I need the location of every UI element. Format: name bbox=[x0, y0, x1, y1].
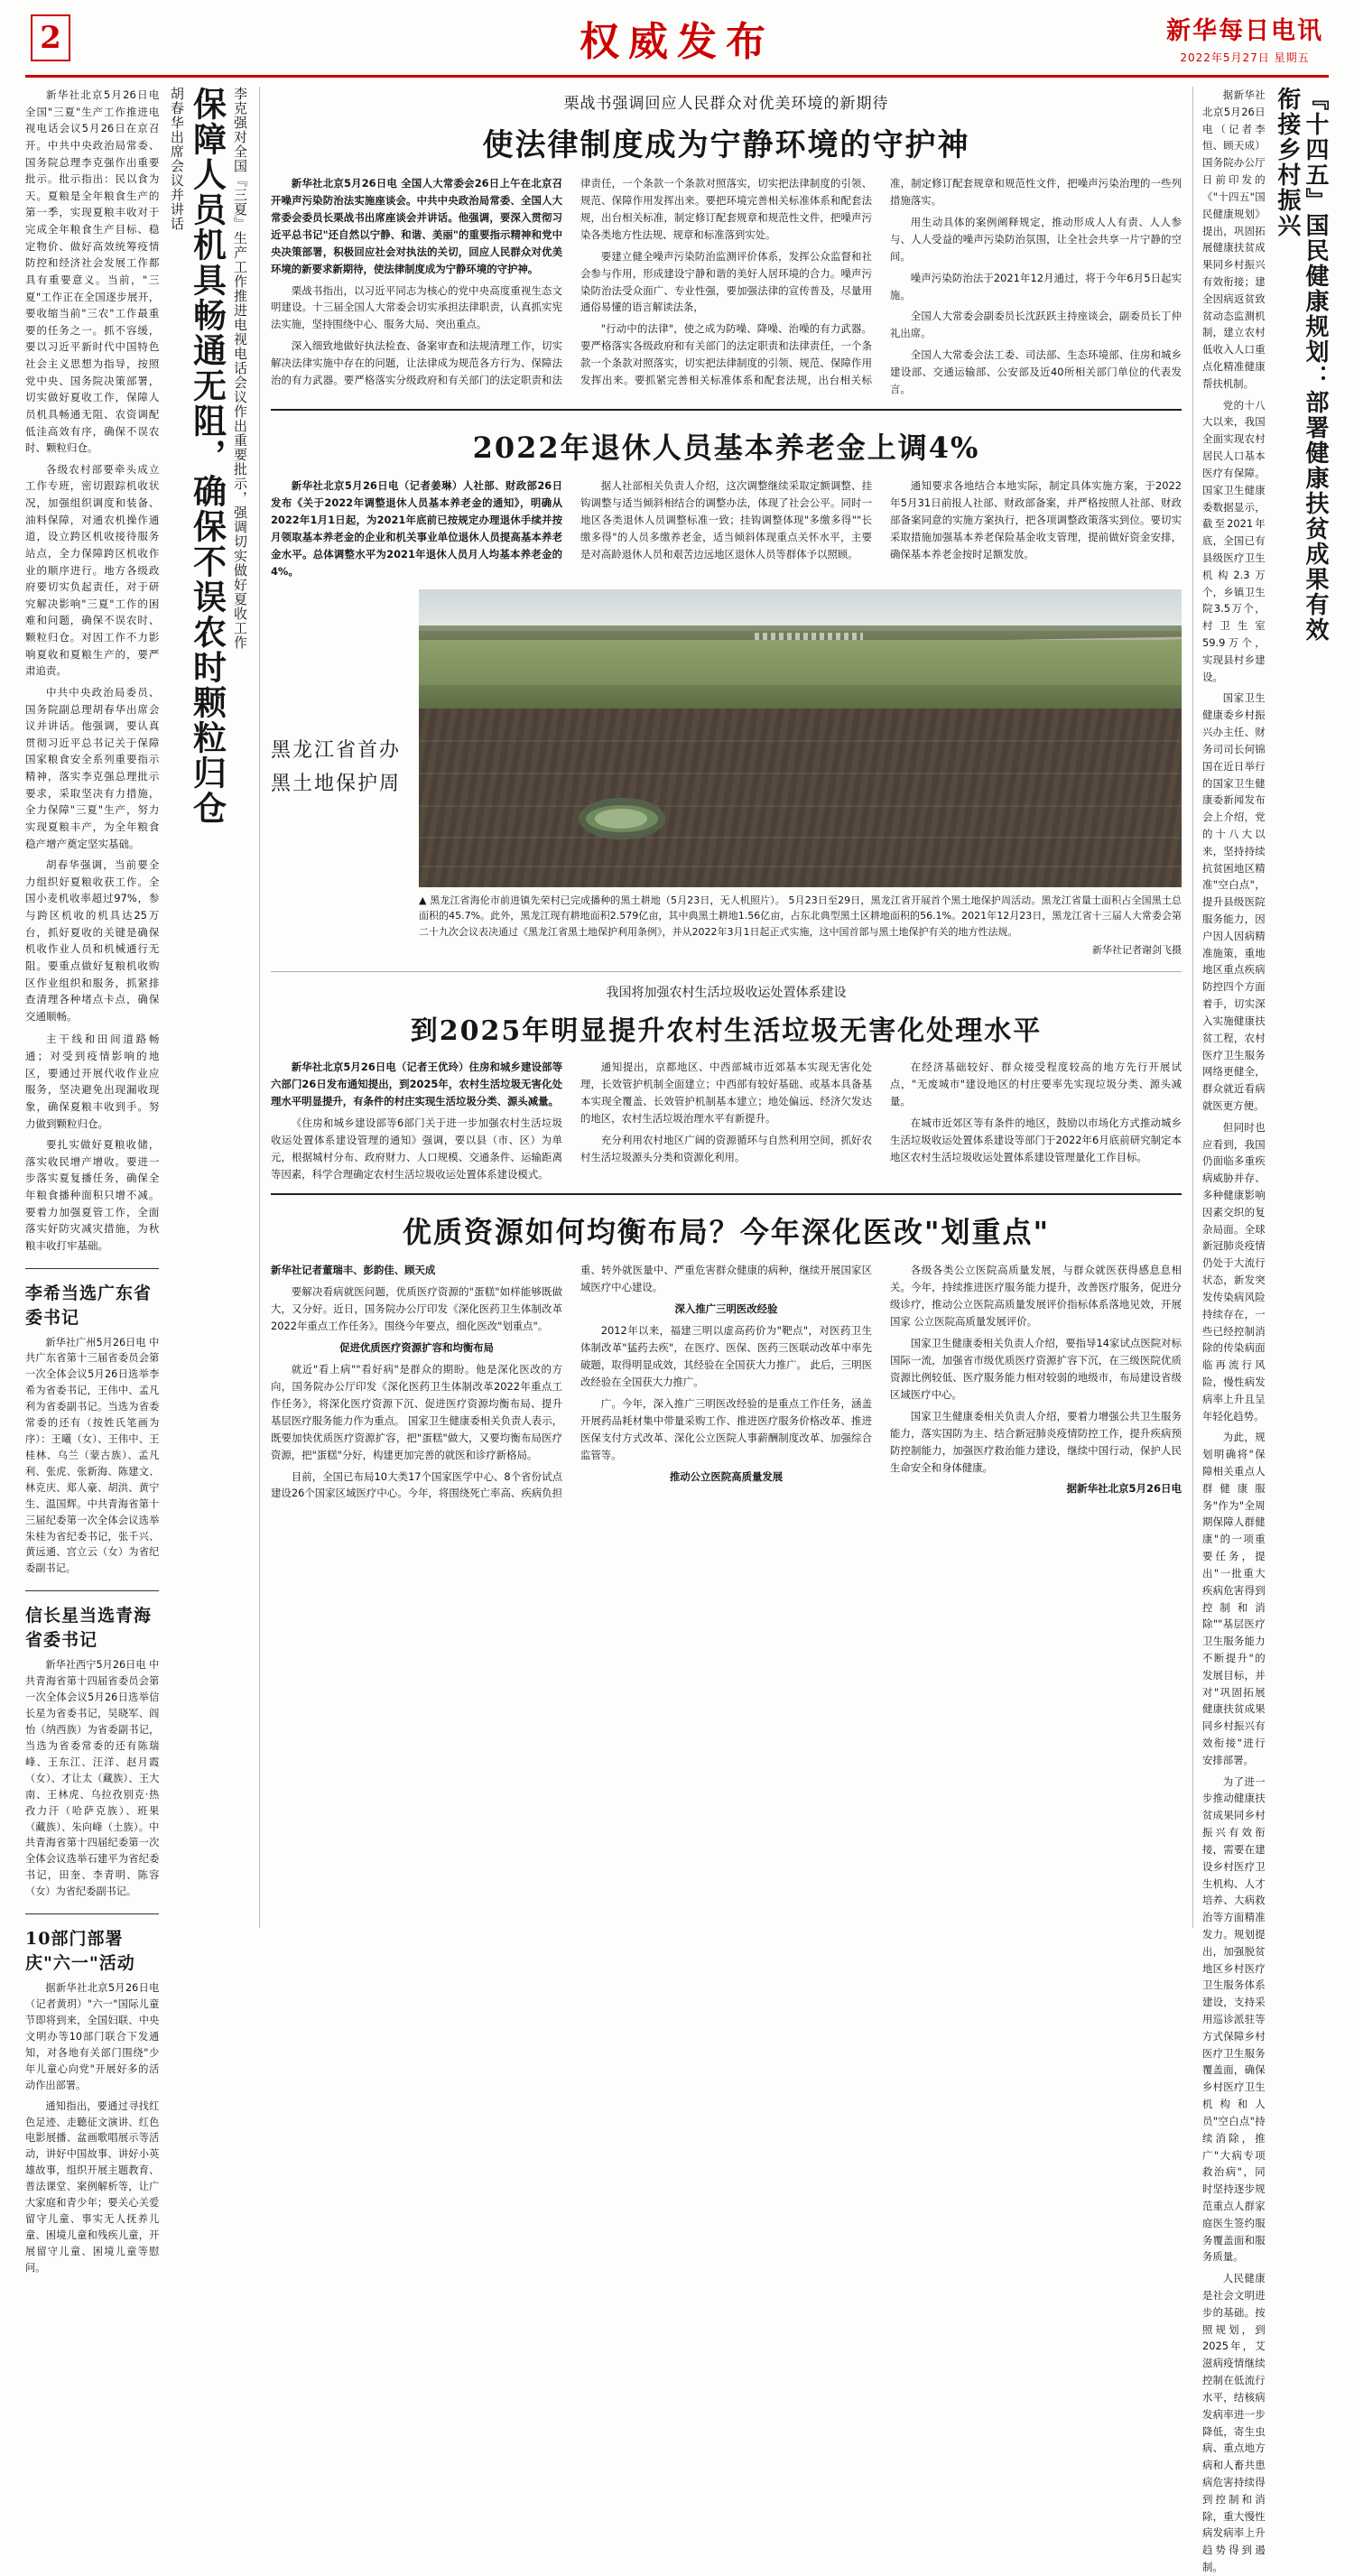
photo-pond bbox=[579, 798, 665, 839]
article1-p5: "行动中的法律"，使之成为防噪、降噪、治噪的有力武器。要严格落实各级政府和有关部门的法定职责和法律责任，一个条款一个条款对照落实，切实把法律制度的引领、规范、保障作用发挥出来。要抓紧完善相关标准体系和配套法规，出台相关标准，制定修订配套规章和规范性文件，把噪声污染治理的一些列措施落实。 bbox=[580, 177, 1182, 387]
article4-p2: 目前，全国已布局10大类17个国家医学中心、8个省份试点建设26个国家区域医疗中心。今年，将围绕死亡率高、疾病负担重、转外就医量中、严重危害群众健康的病种，继续开展国家区域医疗中心建设。 bbox=[271, 1264, 872, 1500]
issue-date: 2022年5月27日 星期五 bbox=[1180, 51, 1310, 64]
photo-caption bbox=[419, 893, 1182, 959]
photo-side-text: 黑龙江省首办 黑土地保护周 bbox=[271, 738, 402, 795]
main-column bbox=[260, 87, 1193, 1928]
article1-p9: 全国人大常委会法工委、司法部、生态环境部、住房和城乡建设部、交通运输部、公安部及近40所相关部门单位的代表发言。 bbox=[890, 348, 1182, 396]
article1-p8: 全国人大常委会副委员长沈跃跃主持座谈会，副委员长丁仲礼出席。 bbox=[890, 310, 1182, 340]
brief-2-body bbox=[25, 1657, 159, 1904]
right-p5: 为此，规划明确将"保障相关重点人群健康服务"作为"全周期保障人群健康"的一项重要任务，提出"一批重大疾病危害得到控制和消除""基层医疗卫生服务能力不断提升"的发展目标，并对"巩固拓展健康扶贫成果同乡村振兴有效衔接"进行安排部署。 bbox=[1202, 1431, 1266, 1766]
article4-headline: 优质资源如何均衡布局？今年深化医改"划重点" bbox=[402, 1215, 1051, 1250]
right-body bbox=[1202, 87, 1273, 2573]
left-subline: 胡春华出席会议并讲话 bbox=[168, 87, 185, 231]
right-p4: 但同时也应看到，我国仍面临多重疾病威胁并存、多种健康影响因素交织的复杂局面。全球新冠肺炎疫情仍处于大流行状态，新发突发传染病风险持续存在，一些已经控制消除的传染病面临再流行风险，慢性病发病率上升且呈年轻化趋势。 bbox=[1202, 1120, 1266, 1422]
article3-p1: 新华社北京5月26日电（记者王优玲）住房和城乡建设部等六部门26日发布通知提出，到2025年，农村生活垃圾无害化处理水平明显提升，有条件的村庄实现生活垃圾分类、源头减量。 bbox=[271, 1060, 562, 1107]
brief-1-body bbox=[25, 1335, 159, 1582]
article1-headline: 使法律制度成为宁静环境的守护神 bbox=[482, 127, 970, 163]
right-p3: 国家卫生健康委乡村振兴办主任、财务司司长何锦国在近日举行的国家卫生健康委新闻发布会上介绍，党的十八大以来，坚持持续抗贫困地区精准"空白点"，提升县级医院服务能力，因户因人因病精准施策，重地地区重点疾病防控四个方面着手，切实深入实施健康扶贫工程，农村医疗卫生服务网络更健全，群众就近看病就医更方便。 bbox=[1202, 691, 1266, 1112]
article4-tail: 国家卫生健康委相关负责人介绍，要着力增强公共卫生服务能力，落实国防为主、结合新冠肺炎疫情防控工作，提升疾病预防控制能力，加强医疗救治能力建设，继续中国行动，保护人民生命安全和身体健康。 bbox=[890, 1409, 1182, 1474]
article1-kicker: 栗战书强调回应人民群众对优美环境的新期待 bbox=[563, 95, 889, 113]
article3-p2: 《住房和城乡建设部等6部门关于进一步加强农村生活垃圾收运处置体系建设管理的通知》强调，要以县（市、区）为单元，根据城村分布、政府财力、人口规模、交通条件、运输距离等因素，科学合理确定农村生活垃圾收运处置体系建设模式。 bbox=[271, 1116, 562, 1181]
photo-block bbox=[271, 589, 1182, 959]
left-body-p4: 胡春华强调，当前要全力组织好夏粮收获工作。全国小麦机收率超过97%，参与跨区机收的机具达25万台，抓好夏收的关键是确保机收作业人员和机械通行无阻。要重点做好复粮机收购区作业组织和服务，抓紧排查清理各种堵点卡点，确保交通顺畅。 bbox=[25, 858, 160, 1023]
article4-byline: 新华社记者董瑞丰、彭韵佳、顾天成 bbox=[271, 1264, 436, 1277]
newspaper-brand: 新华每日电讯 bbox=[1166, 16, 1323, 45]
left-footnote-1: 主干线和田间道路畅通；对受到疫情影响的地区，要通过开展代收作业应服务，坚决避免出现漏收现象，确保夏粮丰收到手。努力做到颗粒归仓。 bbox=[25, 1033, 160, 1130]
brief-2-text: 新华社西宁5月26日电 中共青海省第十四届省委员会第一次全体会议5月26日选举信长星为省委书记，吴晓军、阎怡（纳西族）为省委副书记，当选为省委常委的还有陈瑞峰、王东江、汪洋、赵月霞（女）、才让太（藏族）、王大南、王林虎、乌拉孜别克·热孜力汗（哈萨克族）、班果（藏族）、朱向峰（土族）。中共青海省第十四届纪委第一次全体会议选举石建平为省纪委书记，田奎、李青明、陈容（女）为省纪委副书记。 bbox=[25, 1659, 160, 1898]
right-p6: 为了进一步推动健康扶贫成果同乡村振兴有效衔接，需要在建设乡村医疗卫生机构、人才培养、大病救治等方面精准发力。规划提出，加强脱贫地区乡村医疗卫生服务体系建设，支持采用巡诊派驻等方式保障乡村医疗卫生服务覆盖面，确保乡村医疗卫生机构和人员"空白点"持续消除，推广"大病专项救治病"，同时坚持逐步规范重点人群家庭医生签约服务覆盖面和服务质量。 bbox=[1202, 1774, 1266, 2264]
article1-p4: 要建立健全噪声污染防治监测评价体系，发挥公众监督和社会参与作用，形成建设宁静和谐的美好人居环境的合力。噪声污染防治法受众面广、专业性强，要加强法律的宣传普及，尽量用通俗易懂的语言解读法条， bbox=[580, 249, 872, 314]
brief-3-text-2: 通知指出，要通过寻找红色足迹、走聽征文演讲、红色电影展播、盆画歌唱展示等活动，讲好中国故事、讲好小英雄故事，组织开展主题教育、普法课堂、案例解析等，让广大家庭和青少年；要关心关爱留守儿童、事实无人抚养儿童、困境儿童和残疾儿童，开展留守儿童、困境儿童等慰问。 bbox=[25, 2099, 160, 2274]
article1-p3: 深入细致地做好执法检查、备案审查和法规清理工作，切实解决法律实施中存在的问题，让法律成为规范各方行为、保障法治的有力武器。要严格落实分级政府和有关部门的法定职责和法律责任，一个条款一个条款对照落实，切实把法律制度的引领、规范、保障作用发挥出来。要把环境完善相关标准体系和配套法规，出台相关标准，制定修订配套规章和规范性文件，把噪声污染各类地方性法规、规章和标准落到实处。 bbox=[271, 177, 872, 387]
article4-end-credit: 据新华社北京5月26日电 bbox=[1066, 1482, 1182, 1496]
brief-1-text: 新华社广州5月26日电 中共广东省第十三届省委员会第一次全体会议5月26日选举李希为省委书记，王伟中、孟凡利为省委副书记。当选为省委常委的还有（按姓氏笔画为序）：王曦（女）、王伟中、王桂林、乌兰（蒙古族）、孟凡利、张虎、张新海、陈建文、林克庆、郑人豪、胡洪、黄宁生、温国辉。中共青海省第十三届纪委第一次全体会议选举朱桂为省纪委书记，张千兴、黄远通、宫立云（女）为省纪委副书记。 bbox=[25, 1336, 160, 1575]
brief-2-title: 信长星当选青海省委书记 bbox=[25, 1606, 153, 1651]
photo-black-soil bbox=[419, 709, 1182, 887]
article3-p3: 通知提出，京都地区、中西部城市近郊基本实现无害化处理，长效管护机制全面建立；中西部有较好基础、或基本具备基本实现全覆盖、长效管护机制基本建立；地处偏远、经济欠发达的地区，农村生活垃圾治理水平有新提升。 bbox=[580, 1060, 872, 1125]
page-body bbox=[25, 87, 1329, 2573]
article4-sub1-text: 就近"看上病""看好病"是群众的期盼。他是深化医改的方向，国务院办公厅印发《深化医药卫生体制改革2022年重点工作任务》，将深化医疗资源下沉、促进医疗资源均衡布局、提升基层医疗服务能力作为重点。 国家卫生健康委相关负责人表示，既要加快优质医疗资源扩容，把"蛋糕"做大，又要均衡布局医疗资源，把"蛋糕"分好，构建更加完善的就医和诊疗新格局。 bbox=[271, 1363, 562, 1461]
article2-body bbox=[271, 477, 1182, 580]
left-headline: 保障人员机具畅通无阻，确保不误农时颗粒归仓 bbox=[187, 87, 227, 826]
left-body-p1: 新华社北京5月26日电 全国"三夏"生产工作推进电视电话会议5月26日在京召开。中共中央政治局常委、国务院总理李克强作出重要批示。批示指出：民以食为天。夏粮是全年粮食生产的第一季，实现夏粮丰收对于完成全年粮食生产目标、稳定物价、做好高效统筹疫情防控和经济社会发展工作都具有重要意义。当前，"三夏"工作正在全国逐步展开，要收缩当前"三农"工作最重要的任务之一。抓不容缓，要以习近平新时代中国特色社会主义思想为指导，按照党中央、国务院决策部署，切实做好夏收工作，保障人员机具畅通无阻、农资调配低洼高效有序，确保不误农时、颗粒归仓。 bbox=[25, 88, 160, 455]
right-p7: 人民健康是社会文明进步的基础。按照规划，到2025年，艾滋病疫情继续控制在低流行水平，结核病发病率进一步降低，寄生虫病、重点地方病和人畜共患病危害持续得到控制和消除，重大慢性病发病率上升趋势得到遏制。 bbox=[1202, 2272, 1266, 2573]
divider bbox=[25, 1913, 159, 1914]
article2-p1: 新华社北京5月26日电（记者姜琳）人社部、财政部26日发布《关于2022年调整退休人员基本养老金的通知》，明确从2022年1月1日起，为2021年底前已按规定办理退休手续并按月领取基本养老金的企业和机关事业单位退休人员提高基本养老金水平。总体调整水平为2021年退休人员月人均基本养老金的4%。 bbox=[271, 479, 562, 578]
article3-p5: 在经济基础较好、群众接受程度较高的地方先行开展试点，"无废城市"建设地区的村庄要率先实现垃圾分类、源头减量。 bbox=[890, 1060, 1182, 1107]
section-title: 权威发布 bbox=[580, 18, 774, 65]
divider bbox=[271, 971, 1182, 972]
article4-sub1-title: 促进优质医疗资源扩容和均衡布局 bbox=[339, 1341, 494, 1355]
farmland-photo bbox=[419, 589, 1182, 887]
article4-sub2-text: 2012年以来，福建三明以虚高药价为"靶点"，对医药卫生体制改革"猛药去疾"，在医疗、医保、医药三医联动改革中率先破题，取得明显成效，其经验在全国获大力推广。 此后，三明医改经验在全国获大力推广。 bbox=[580, 1324, 872, 1388]
left-kicker: 李克强对全国『三夏』生产工作推进电视电话会议作出重要批示，强调切实做好夏收工作 bbox=[232, 87, 248, 650]
left-body-p2: 各级农村部要牵头成立工作专班，密切跟踪机收状况，加强组织调度和装备、油料保障，对通农机操作通道，设立跨区机收接待服务站点，全力保障跨区机收作业的顺序进行。地方各级政府要切实负起责任，对于研究解决影响"三夏"工作的困难和问题，确保不误农时、颗粒归仓。对因工作不力影响夏收和夏粮生产的，要严肃追责。 bbox=[25, 462, 160, 678]
left-body bbox=[25, 87, 159, 1029]
masthead bbox=[25, 0, 1329, 78]
photo-field-green bbox=[419, 640, 1182, 687]
article1-p1: 新华社北京5月26日电 全国人大常委会26日上午在北京召开噪声污染防治法实施座谈会。中共中央政治局常委、全国人大常委会委员长栗战书出席座谈会并讲话。他强调，要深入贯彻习近平总书记"还自然以宁静、和谐、美丽"的重要指示精神和党中央决策部署，积极回应社会对执法的关切，回应人民群众对优美环境的新要求新期待，使法律制度成为宁静环境的守护神。 bbox=[271, 177, 562, 275]
left-footnotes bbox=[25, 1031, 159, 1258]
article2-p3: 通知要求各地结合本地实际，制定具体实施方案，于2022年5月31日前报人社部、财政部备案，并严格按照人社部、财政部备案同意的实施方案执行，把各项调整政策落实到位。要切实采取措施加强基本养老保险基金收支管理，提前做好资金安排，确保基本养老金按时足额发放。 bbox=[890, 479, 1182, 561]
right-column bbox=[1193, 87, 1329, 2573]
photo-caption-text: ▲ 黑龙江省海伦市前进镇先荣村已完成播种的黑土耕地（5月23日，无人机照片）。 5月23日至29日，黑龙江省开展首个黑土地保护周活动。黑龙江省量土面积占全国黑土总面积的45.7%。此外，黑龙江现有耕地面积2.579亿亩，其中典黑土耕地1.56亿亩，占东北典型黑土区耕地面积的56.1%。2021年12月23日，黑龙江省十三届人大常委会第二十九次会议表决通过《黑龙江省黑土地保护利用条例》，并从2022年3月1日起正式实施，这中国首部与黑土地保护有关的地方性法规。 bbox=[419, 894, 1182, 938]
divider bbox=[25, 1590, 159, 1591]
article4-p4: 国家卫生健康委相关负责人介绍，要指导14家试点医院对标国际一流，加强省市级优质医疗资源扩容下沉，在三级医院优质资源比例较低、医疗服务能力相对较弱的地级市，布局建设省级区域医疗中心。 bbox=[890, 1337, 1182, 1401]
article3-p6: 在城市近郊区等有条件的地区，鼓励以市场化方式推动城乡生活垃圾收运处置体系建设等部门于2022年6月底前研究制定本地区农村生活垃圾收运处置体系建设管理量化工作目标。 bbox=[890, 1116, 1182, 1163]
article3-p4: 充分利用农村地区广阔的资源循环与自然利用空间，抓好农村生活垃圾源头分类和资源化利用。 bbox=[580, 1133, 872, 1163]
divider bbox=[271, 1193, 1182, 1195]
article4-body bbox=[271, 1262, 1182, 1502]
article4-p1: 要解决看病就医问题，优质医疗资源的"蛋糕"如样能够既做大，又分好。近日，国务院办公厅印发《深化医药卫生体制改革2022年重点工作任务》。围绕今年要点，细化医改"划重点"。 bbox=[271, 1285, 562, 1333]
left-column bbox=[25, 87, 260, 2274]
right-headline: 『十四五』国民健康规划：部署健康扶贫成果有效衔接乡村振兴 bbox=[1273, 87, 1329, 643]
left-body-p3: 中共中央政治局委员、国务院副总理胡春华出席会议并讲话。他强调，要认真贯彻习近平总书记关于保障国家粮食安全系列重要指示精神，落实李克强总理批示要求，采取坚决有力措施，全力保障"三夏"生产，努力实现夏粮丰产，为全年粮食稳产增产奠定坚实基础。 bbox=[25, 685, 160, 850]
brief-1-title: 李希当选广东省委书记 bbox=[25, 1283, 153, 1328]
brief-3-title: 10部门部署庆"六一"活动 bbox=[25, 1929, 135, 1974]
article3-kicker: 我国将加强农村生活垃圾收运处置体系建设 bbox=[606, 985, 847, 1000]
left-footnote-2: 要扎实做好夏粮收储，落实收民增产增收。要进一步落实夏复播任务，确保全年粮食播种面积只增不减。要着力加强夏管工作，全面落实好防灾减灾措施，为秋粮丰收打牢基础。 bbox=[25, 1138, 160, 1252]
right-p2: 党的十八大以来，我国全面实现农村居民人口基本医疗有保障。国家卫生健康委数据显示，截至2021年底，全国已有县级医疗卫生机构2.3万个，乡镇卫生院3.5万个，村卫生室59.9万个，实现县村乡建设。 bbox=[1202, 398, 1266, 683]
article4-p3: 广。今年，深入推广三明医改经验的是重点工作任务，涵盖开展药品耗材集中带量采购工作、推进医疗服务价格改革、推进医保支付方式改革、深化公立医院人事薪酬制度改革、加强综合监管等。 bbox=[580, 1396, 872, 1461]
article1-p6: 用生动具体的案例阐释规定，推动形成人人有责、人人参与、人人受益的噪声污染防治氛围，让全社会共享一片宁静的空间。 bbox=[890, 215, 1182, 263]
brief-3-text: 据新华社北京5月26日电（记者黄玥）"六一"国际儿童节即将到来，全国妇联、中央文明办等10部门联合下发通知，对各地有关部门围绕"少年儿童心向党"开展好多的活动作出部署。 bbox=[25, 1982, 160, 2091]
article2-headline: 2022年退休人员基本养老金上调4% bbox=[472, 431, 980, 466]
article1-p7: 噪声污染防治法于2021年12月通过，将于今年6月5日起实施。 bbox=[890, 271, 1182, 301]
article2-p2: 据人社部相关负责人介绍，这次调整继续采取定额调整、挂钩调整与适当倾斜相结合的调整办法，体现了社会公平。同时一地区各类退休人员调整标准一致；挂钩调整体现"多缴多得""长缴多得"的人员多缴养老金，适当倾斜体现重点关怀水平，主要是对高龄退休人员和艰苦边远地区退休人员等群体予以照顾。 bbox=[580, 479, 872, 561]
article3-headline: 到2025年明显提升农村生活垃圾无害化处理水平 bbox=[410, 1015, 1043, 1047]
article4-sub2-title: 深入推广三明医改经验 bbox=[674, 1302, 778, 1316]
article4-sub3-title: 推动公立医院高质量发展 bbox=[669, 1469, 784, 1483]
article1-p2: 栗战书指出，以习近平同志为核心的党中央高度重视生态文明建设。十三届全国人大常委会切实承担法律职责，认真抓实宪法实施，坚持围绕中心、服务大局、突出重点。 bbox=[271, 283, 562, 331]
right-p1: 据新华社北京5月26日电（记者李恒、顾天成） 国务院办公厅日前印发的《"十四五"国民健康规划》提出，巩固拓展健康扶贫成果同乡村振兴有效衔接；建全因病返贫致贫动态监测机制，建立农村低收入人口重点化精准健康帮扶机制。 bbox=[1202, 88, 1266, 390]
article3-body bbox=[271, 1059, 1182, 1182]
photo-side-label bbox=[271, 589, 406, 959]
article1-body bbox=[271, 175, 1182, 398]
page-number: 2 bbox=[40, 19, 61, 56]
photo-credit: 新华社记者谢剑飞摄 bbox=[1092, 944, 1182, 957]
article4-sub3-text: 各级各类公立医院高质量发展，与群众就医获得感息息相关。今年，持续推进医疗服务能力提升，改善医疗服务，促进分级诊疗，推动公立医院高质量发展评价指标体系落地见效，开展国家 公立医院高质量发展评价。 bbox=[890, 1264, 1182, 1329]
divider bbox=[25, 1268, 159, 1269]
brief-3-body bbox=[25, 1980, 159, 2281]
divider bbox=[271, 409, 1182, 411]
